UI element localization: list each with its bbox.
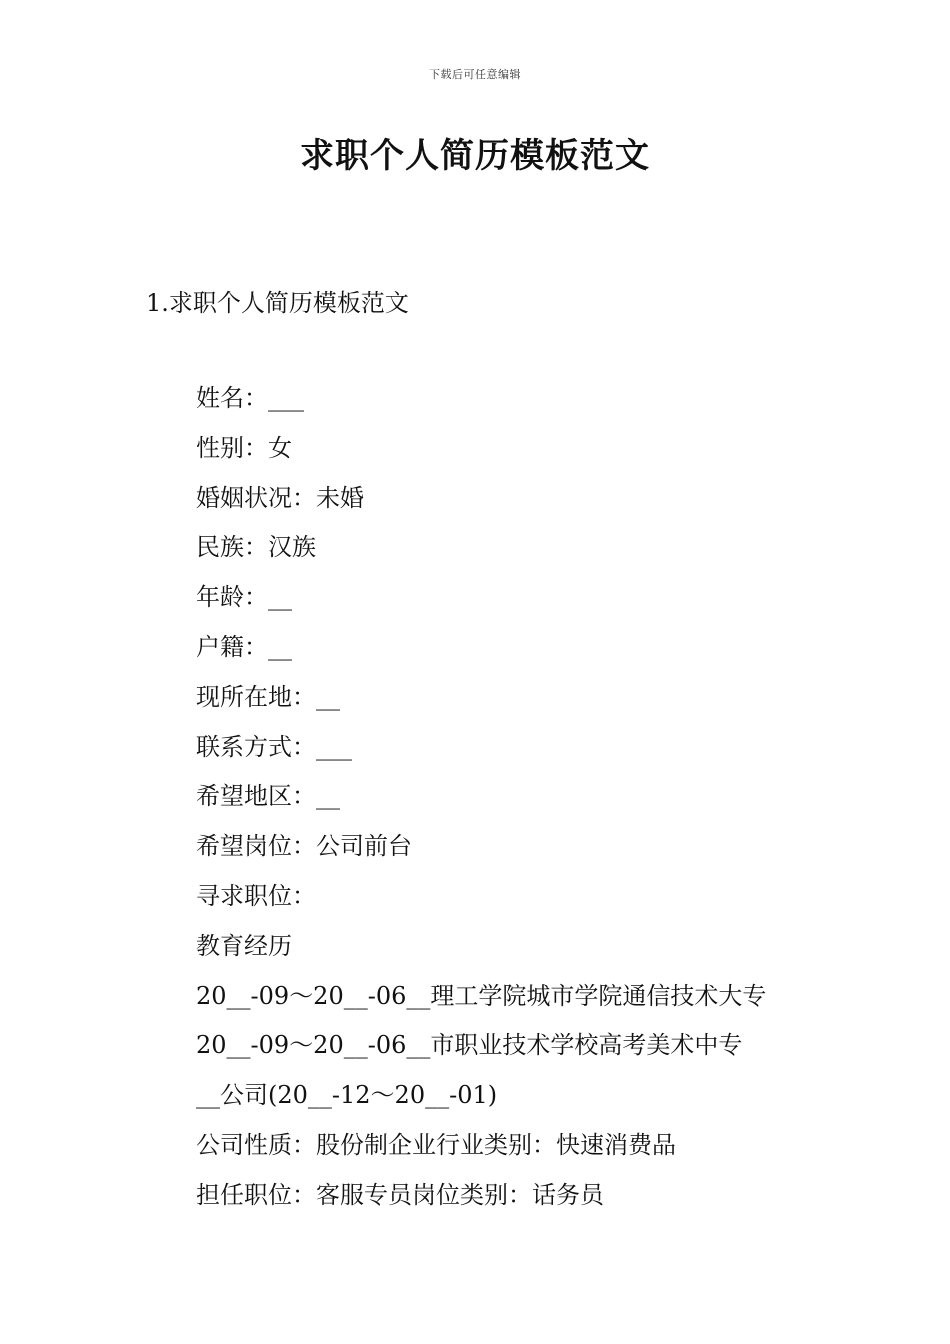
field-desired-region: 希望地区：__ bbox=[196, 782, 340, 811]
education-entry: 20__-09～20__-06__理工学院城市学院通信技术大专 bbox=[196, 981, 767, 1010]
field-contact: 联系方式：___ bbox=[196, 732, 352, 761]
work-entry-company-type: 公司性质：股份制企业行业类别：快速消费品 bbox=[196, 1130, 676, 1159]
field-desired-position: 希望岗位：公司前台 bbox=[196, 832, 412, 861]
field-current-location: 现所在地：__ bbox=[196, 682, 340, 711]
work-entry-position: 担任职位：客服专员岗位类别：话务员 bbox=[196, 1180, 604, 1209]
field-gender: 性别：女 bbox=[196, 433, 292, 462]
field-marital-status: 婚姻状况：未婚 bbox=[196, 483, 364, 512]
section-heading: 1.求职个人简历模板范文 bbox=[146, 289, 409, 317]
field-age: 年龄：__ bbox=[196, 583, 292, 612]
education-entry: 20__-09～20__-06__市职业技术学校高考美术中专 bbox=[196, 1031, 743, 1060]
resume-fields bbox=[196, 378, 916, 1225]
field-seeking-position: 寻求职位： bbox=[196, 881, 316, 910]
education-heading: 教育经历 bbox=[196, 931, 292, 960]
field-household-registration: 户籍：__ bbox=[196, 632, 292, 661]
field-ethnicity: 民族：汉族 bbox=[196, 533, 316, 562]
header-note: 下载后可任意编辑 bbox=[429, 68, 521, 81]
work-entry-company: __公司(20__-12～20__-01) bbox=[196, 1081, 498, 1110]
document-title: 求职个人简历模板范文 bbox=[300, 136, 650, 176]
field-name: 姓名：___ bbox=[196, 384, 304, 412]
